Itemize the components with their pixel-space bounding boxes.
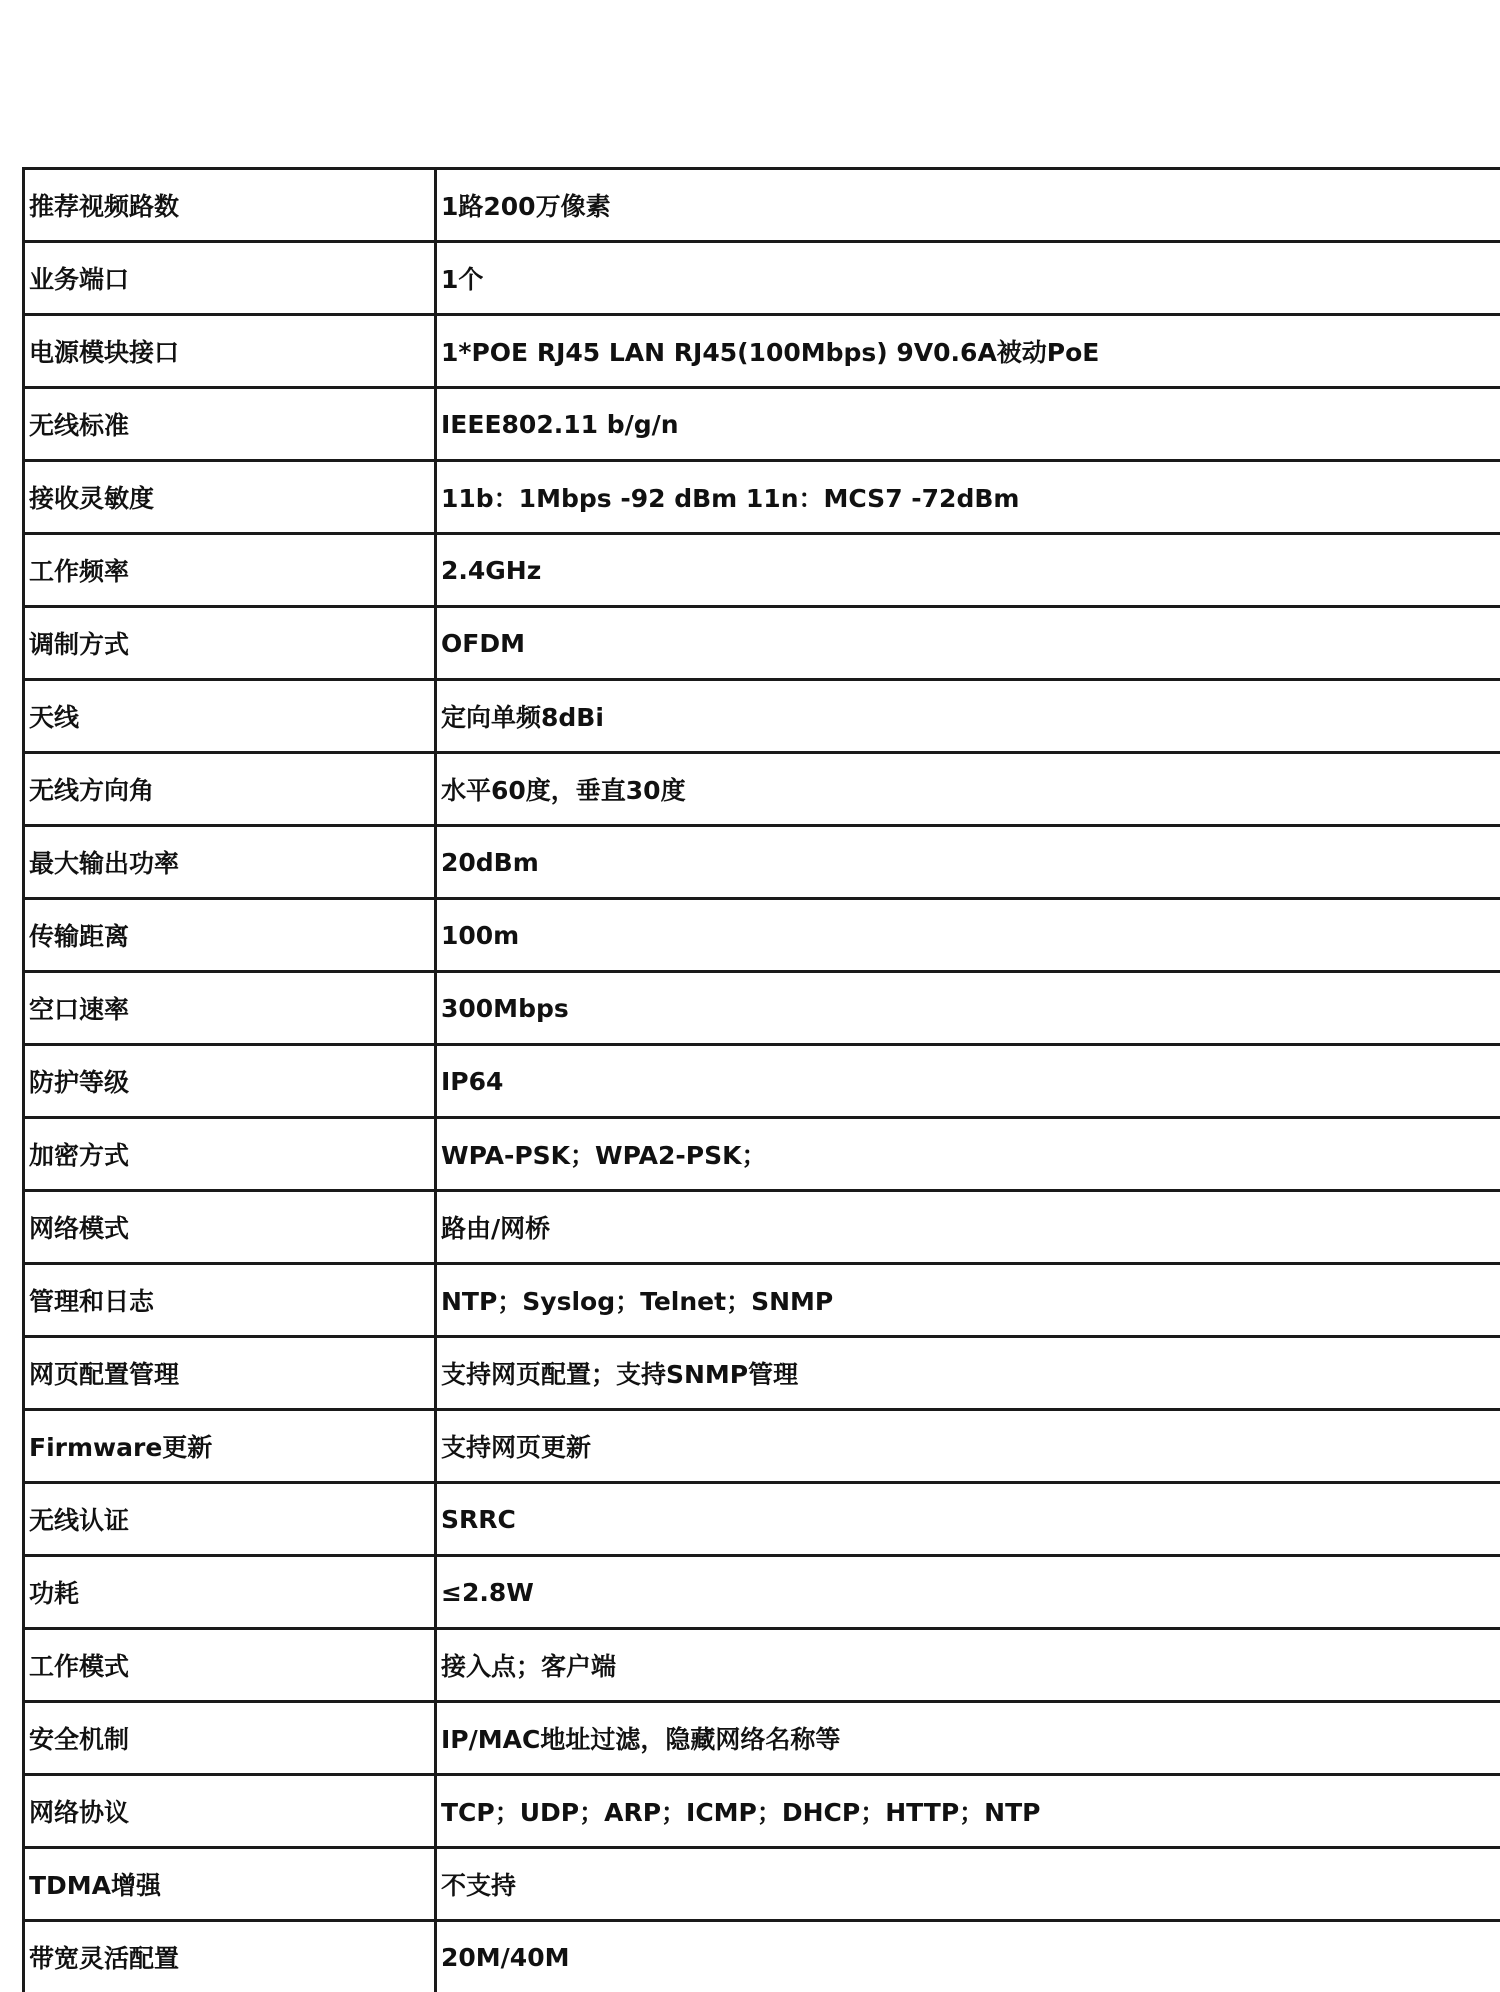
row-label: 无线标准 bbox=[24, 388, 436, 461]
row-label: 工作模式 bbox=[24, 1629, 436, 1702]
row-value: 1路200万像素 bbox=[436, 169, 1500, 242]
table-row bbox=[24, 753, 1500, 826]
spec-table bbox=[22, 167, 1500, 1992]
table-row bbox=[24, 1045, 1500, 1118]
table-row bbox=[24, 315, 1500, 388]
row-value: 300Mbps bbox=[436, 972, 1500, 1045]
table-row bbox=[24, 607, 1500, 680]
row-value: 1*POE RJ45 LAN RJ45(100Mbps) 9V0.6A被动PoE bbox=[436, 315, 1500, 388]
table-row bbox=[24, 461, 1500, 534]
row-value: SRRC bbox=[436, 1483, 1500, 1556]
row-value: 100m bbox=[436, 899, 1500, 972]
row-label: 工作频率 bbox=[24, 534, 436, 607]
table-row bbox=[24, 1629, 1500, 1702]
table-row bbox=[24, 1556, 1500, 1629]
table-row bbox=[24, 169, 1500, 242]
row-label: 调制方式 bbox=[24, 607, 436, 680]
row-value: 不支持 bbox=[436, 1848, 1500, 1921]
row-value: 20dBm bbox=[436, 826, 1500, 899]
row-label: 最大输出功率 bbox=[24, 826, 436, 899]
row-label: TDMA增强 bbox=[24, 1848, 436, 1921]
row-label: 功耗 bbox=[24, 1556, 436, 1629]
table-row bbox=[24, 1775, 1500, 1848]
table-row bbox=[24, 899, 1500, 972]
row-label: 推荐视频路数 bbox=[24, 169, 436, 242]
table-row bbox=[24, 242, 1500, 315]
row-label: 网页配置管理 bbox=[24, 1337, 436, 1410]
row-label: 网络协议 bbox=[24, 1775, 436, 1848]
row-label: 无线方向角 bbox=[24, 753, 436, 826]
row-value: IP/MAC地址过滤，隐藏网络名称等 bbox=[436, 1702, 1500, 1775]
row-value: IEEE802.11 b/g/n bbox=[436, 388, 1500, 461]
row-label: 电源模块接口 bbox=[24, 315, 436, 388]
row-value: 2.4GHz bbox=[436, 534, 1500, 607]
table-row bbox=[24, 1118, 1500, 1191]
row-label: Firmware更新 bbox=[24, 1410, 436, 1483]
row-value: 水平60度，垂直30度 bbox=[436, 753, 1500, 826]
row-label: 安全机制 bbox=[24, 1702, 436, 1775]
row-value: NTP；Syslog；Telnet；SNMP bbox=[436, 1264, 1500, 1337]
table-row bbox=[24, 1921, 1500, 1992]
row-label: 接收灵敏度 bbox=[24, 461, 436, 534]
table-row bbox=[24, 1337, 1500, 1410]
row-label: 传输距离 bbox=[24, 899, 436, 972]
row-label: 天线 bbox=[24, 680, 436, 753]
row-label: 无线认证 bbox=[24, 1483, 436, 1556]
table-row bbox=[24, 1410, 1500, 1483]
row-value: WPA-PSK；WPA2-PSK； bbox=[436, 1118, 1500, 1191]
table-row bbox=[24, 1848, 1500, 1921]
table-row bbox=[24, 1483, 1500, 1556]
row-value: 20M/40M bbox=[436, 1921, 1500, 1992]
table-row bbox=[24, 972, 1500, 1045]
row-label: 带宽灵活配置 bbox=[24, 1921, 436, 1992]
spec-table-body bbox=[24, 169, 1500, 1992]
table-row bbox=[24, 1702, 1500, 1775]
table-row bbox=[24, 388, 1500, 461]
table-row bbox=[24, 680, 1500, 753]
table-row bbox=[24, 826, 1500, 899]
row-value: 11b：1Mbps -92 dBm 11n：MCS7 -72dBm bbox=[436, 461, 1500, 534]
row-label: 加密方式 bbox=[24, 1118, 436, 1191]
table-row bbox=[24, 1191, 1500, 1264]
row-label: 管理和日志 bbox=[24, 1264, 436, 1337]
row-value: TCP；UDP；ARP；ICMP；DHCP；HTTP；NTP bbox=[436, 1775, 1500, 1848]
row-value: 接入点；客户端 bbox=[436, 1629, 1500, 1702]
row-value: 定向单频8dBi bbox=[436, 680, 1500, 753]
row-label: 防护等级 bbox=[24, 1045, 436, 1118]
row-label: 业务端口 bbox=[24, 242, 436, 315]
row-value: OFDM bbox=[436, 607, 1500, 680]
table-row bbox=[24, 534, 1500, 607]
row-label: 空口速率 bbox=[24, 972, 436, 1045]
table-row bbox=[24, 1264, 1500, 1337]
row-value: ≤2.8W bbox=[436, 1556, 1500, 1629]
row-value: 支持网页配置；支持SNMP管理 bbox=[436, 1337, 1500, 1410]
row-value: 1个 bbox=[436, 242, 1500, 315]
row-value: IP64 bbox=[436, 1045, 1500, 1118]
row-label: 网络模式 bbox=[24, 1191, 436, 1264]
row-value: 支持网页更新 bbox=[436, 1410, 1500, 1483]
row-value: 路由/网桥 bbox=[436, 1191, 1500, 1264]
